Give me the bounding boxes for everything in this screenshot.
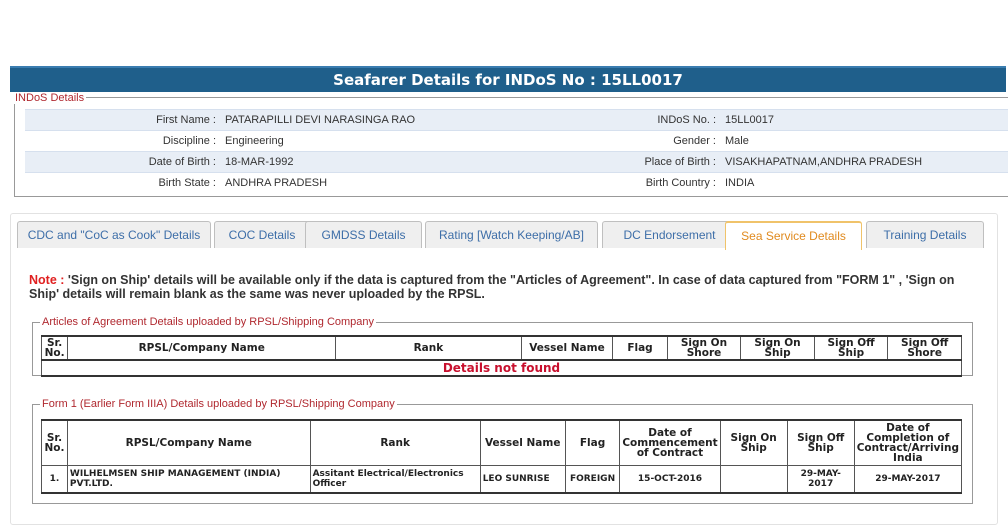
tab-cdc-details[interactable]: CDC and "CoC as Cook" Details: [17, 221, 211, 248]
form1-header-row: [42, 420, 962, 466]
cell-sr-no: 1.: [42, 466, 68, 494]
articles-header-row: [42, 336, 962, 360]
col-date-of-commencement: Date of Commencement of Contract: [620, 420, 720, 466]
page-title: Seafarer Details for INDoS No : 15LL0017: [10, 66, 1006, 92]
birth-state-value: ANDHRA PRADESH: [225, 177, 328, 189]
birth-country-label: Birth Country :: [645, 177, 716, 189]
articles-empty-row: [42, 360, 962, 376]
indos-no-label: INDoS No. :: [629, 110, 719, 131]
articles-of-agreement-fieldset: [32, 316, 973, 376]
col-sign-off-shore: Sign Off Shore: [888, 336, 962, 360]
indos-details-legend: INDoS Details: [15, 92, 85, 104]
place-of-birth-value: VISAKHAPATNAM,ANDHRA PRADESH: [719, 152, 1008, 173]
note-text: 'Sign on Ship' details will be available only if the data is captured from the "Articles of Agreement". In case of data captured from "FORM 1" , 'Sign on Ship' details will remain blank as the same was never uploaded by the RPSL.: [29, 273, 955, 301]
articles-legend: Articles of Agreement Details uploaded by RPSL/Shipping Company: [42, 316, 375, 328]
col-vessel-name: Vessel Name: [521, 336, 613, 360]
form1-legend: Form 1 (Earlier Form IIIA) Details uploaded by RPSL/Shipping Company: [42, 398, 395, 410]
sign-on-note: [29, 273, 984, 301]
form1-fieldset: [32, 398, 973, 504]
indos-info-table: [25, 109, 1008, 193]
tab-rating-watch-keeping[interactable]: Rating [Watch Keeping/AB]: [425, 221, 598, 248]
info-row: [25, 131, 1008, 152]
col-sign-off-ship: Sign Off Ship: [787, 420, 854, 466]
table-row: [42, 466, 962, 494]
col-sign-on-shore: Sign On Shore: [667, 336, 741, 360]
details-not-found: Details not found: [42, 360, 962, 376]
col-sr-no: Sr. No.: [42, 336, 68, 360]
gender-value: Male: [725, 135, 749, 147]
articles-table: [41, 335, 962, 377]
col-rank: Rank: [336, 336, 521, 360]
indos-details-fieldset: [14, 92, 1008, 197]
col-company-name: RPSL/Company Name: [67, 420, 310, 466]
indos-no-value: 15LL0017: [719, 110, 1008, 131]
col-flag: Flag: [565, 420, 620, 466]
col-company-name: RPSL/Company Name: [68, 336, 336, 360]
note-label: Note :: [29, 273, 65, 287]
first-name-value: PATARAPILLI DEVI NARASINGA RAO: [219, 110, 629, 131]
col-date-of-completion: Date of Completion of Contract/Arriving India: [854, 420, 961, 466]
cell-flag: FOREIGN: [565, 466, 620, 494]
col-vessel-name: Vessel Name: [480, 420, 565, 466]
first-name-label: First Name :: [25, 110, 219, 131]
place-of-birth-label: Place of Birth :: [629, 152, 719, 173]
dob-value: 18-MAR-1992: [219, 152, 629, 173]
col-sign-on-ship: Sign On Ship: [741, 336, 815, 360]
tab-coc-details[interactable]: COC Details: [214, 221, 310, 248]
info-row: [25, 173, 1008, 194]
col-sr-no: Sr. No.: [42, 420, 68, 466]
tab-training-details[interactable]: Training Details: [866, 221, 984, 248]
cell-date-of-commencement: 15-OCT-2016: [620, 466, 720, 494]
col-rank: Rank: [310, 420, 480, 466]
discipline-label: Discipline :: [162, 135, 216, 147]
col-sign-on-ship: Sign On Ship: [720, 420, 787, 466]
col-sign-off-ship: Sign Off Ship: [814, 336, 888, 360]
tab-sea-service-details[interactable]: Sea Service Details: [725, 221, 862, 250]
cell-sign-on-ship: [720, 466, 787, 494]
cell-rank: Assitant Electrical/Electronics Officer: [310, 466, 480, 494]
info-row: [25, 152, 1008, 173]
birth-state-label: Birth State :: [158, 177, 216, 189]
cell-date-of-completion: 29-MAY-2017: [854, 466, 961, 494]
cell-sign-off-ship: 29-MAY-2017: [787, 466, 854, 494]
tab-gmdss-details[interactable]: GMDSS Details: [305, 221, 422, 248]
discipline-value: Engineering: [225, 135, 284, 147]
form1-table: [41, 419, 962, 494]
birth-country-value: INDIA: [725, 177, 755, 189]
details-panel: [10, 213, 998, 525]
info-row: [25, 110, 1008, 131]
tab-dc-endorsement[interactable]: DC Endorsement: [602, 221, 737, 248]
cell-vessel-name: LEO SUNRISE: [480, 466, 565, 494]
col-flag: Flag: [613, 336, 667, 360]
gender-label: Gender :: [673, 135, 716, 147]
tab-bar: [17, 221, 993, 248]
dob-label: Date of Birth :: [25, 152, 219, 173]
cell-company-name: WILHELMSEN SHIP MANAGEMENT (INDIA) PVT.LTD.: [67, 466, 310, 494]
